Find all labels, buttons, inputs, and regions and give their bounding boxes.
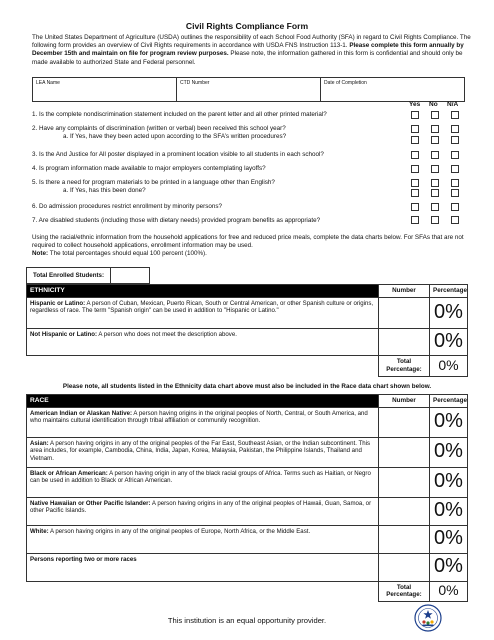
usda-seal-icon [414, 604, 442, 632]
q2a-no-checkbox[interactable] [431, 136, 439, 144]
row-term: White: [30, 527, 49, 535]
yes-header: Yes [409, 101, 421, 108]
q1-na-checkbox[interactable] [451, 111, 459, 119]
q5a-na-checkbox[interactable] [451, 189, 459, 197]
percentage-column-header: Percentage [430, 395, 468, 408]
no-header: No [429, 101, 438, 108]
race-table [26, 394, 468, 602]
form-title: Civil Rights Compliance Form [185, 21, 309, 31]
pacific-islander-percentage: 0% [430, 497, 468, 525]
american-indian-number-input[interactable] [379, 407, 430, 437]
race-total-percentage: 0% [430, 581, 468, 601]
q7-no-checkbox[interactable] [431, 216, 439, 224]
row-definition: A person having origin in any of the black racial groups of Africa. Terms such as Haitian, or Negro can be used in addition to Black or African American. [30, 469, 371, 485]
q5-yes-checkbox[interactable] [411, 179, 419, 187]
row-term: Asian: [30, 439, 49, 447]
table-row [27, 525, 468, 553]
row-definition: A person having origins in the original peoples of North, Central, or South America, and who maintains cultural identification through tribal affiliation or community recognition. [30, 409, 368, 425]
asian-definition [27, 437, 379, 467]
ctd-number-field[interactable]: CTD Number [177, 78, 321, 101]
q2-no-checkbox[interactable] [431, 125, 439, 133]
q2-na-checkbox[interactable] [451, 125, 459, 133]
hispanic-definition [27, 297, 379, 328]
asian-number-input[interactable] [379, 437, 430, 467]
black-number-input[interactable] [379, 467, 430, 497]
question-5a-text: a. If Yes, has this been done? [63, 187, 146, 194]
row-term: Persons reporting two or more races [30, 555, 137, 563]
row-term: Hispanic or Latino: [30, 299, 86, 307]
q3-no-checkbox[interactable] [431, 151, 439, 159]
ethnicity-total-percentage: 0% [430, 355, 468, 376]
intro-paragraph [32, 34, 472, 67]
q3-yes-checkbox[interactable] [411, 151, 419, 159]
question-7-text: 7. Are disabled students (including those with dietary needs) provided program benefits as appropriate? [32, 217, 321, 224]
table-row [27, 437, 468, 467]
american-indian-percentage: 0% [430, 407, 468, 437]
white-percentage: 0% [430, 525, 468, 553]
note-text: The total percentages should equal 100 percent (100%). [48, 250, 207, 258]
question-6-text: 6. Do admission procedures restrict enrollment by minority persons? [32, 203, 223, 210]
intro-text: The United States Department of Agriculture (USDA) outlines the responsibility of each School Food Authority (SFA) in regard to Civil Rights Compliance. The following form provides an overview of Civil Rights requirements in accordance with USDA FNS Instruction 113-1. [32, 34, 471, 50]
instructions-text: Using the racial/ethnic information from the household applications for free and reduced price meals, complete the data charts below. For SFAs that are not required to collect household applications, enrollment information may be used. [32, 234, 464, 250]
question-3 [32, 151, 402, 159]
question-2 [32, 125, 402, 141]
question-4-text: 4. Is program information made available to major employers contemplating layoffs? [32, 165, 266, 172]
row-term: American Indian or Alaskan Native: [30, 409, 133, 417]
question-1 [32, 111, 402, 119]
table-row [27, 497, 468, 525]
pacific-islander-definition [27, 497, 379, 525]
white-definition [27, 525, 379, 553]
table-row [27, 328, 468, 355]
question-1-text: 1. Is the complete nondiscrimination statement included on the parent letter and all other printed material? [32, 111, 327, 118]
table-row [27, 467, 468, 497]
table-row [27, 553, 468, 581]
row-term: Native Hawaiian or Other Pacific Islander: [30, 499, 151, 507]
question-5 [32, 179, 402, 195]
american-indian-definition [27, 407, 379, 437]
ethnicity-total-label: Total Percentage: [379, 355, 430, 376]
q5-na-checkbox[interactable] [451, 179, 459, 187]
total-enrolled-input[interactable] [111, 268, 149, 283]
blank-cell [27, 355, 379, 376]
equal-opportunity-footer: This institution is an equal opportunity provider. [167, 616, 327, 625]
two-or-more-percentage: 0% [430, 553, 468, 581]
number-column-header: Number [379, 285, 430, 298]
question-4 [32, 165, 402, 173]
total-enrolled-label: Total Enrolled Students: [27, 268, 111, 283]
q5a-yes-checkbox[interactable] [411, 189, 419, 197]
question-7 [32, 217, 402, 225]
question-2a-text: a. If Yes, have they been acted upon according to the SFA’s written procedures? [63, 133, 287, 140]
q6-yes-checkbox[interactable] [411, 203, 419, 211]
row-term: Black or African American: [30, 469, 108, 477]
row-definition: A person having origins in any of the original peoples of Europe, North Africa, or the Middle East. [48, 527, 311, 535]
q7-yes-checkbox[interactable] [411, 216, 419, 224]
q2a-na-checkbox[interactable] [451, 136, 459, 144]
hispanic-number-input[interactable] [379, 297, 430, 328]
q1-yes-checkbox[interactable] [411, 111, 419, 119]
lea-info-row [32, 77, 465, 102]
table-row [27, 297, 468, 328]
q6-no-checkbox[interactable] [431, 203, 439, 211]
q4-yes-checkbox[interactable] [411, 165, 419, 173]
q4-na-checkbox[interactable] [451, 165, 459, 173]
race-header: RACE [27, 395, 379, 408]
note-label: Note: [32, 250, 49, 258]
q7-na-checkbox[interactable] [451, 216, 459, 224]
question-2-text: 2. Have any complaints of discrimination (written or verbal) been received this school year? [32, 125, 286, 132]
total-enrolled-box [26, 267, 150, 284]
question-3-text: 3. Is the And Justice for All poster displayed in a prominent location visible to all students in each school? [32, 151, 324, 158]
row-definition: A person having origins in any of the original peoples of the Far East, Southeast Asian, or the Indian subcontinent. This area includes, for example, Cambodia, China, India, Japan, Korea, Malaysia, Pakistan, the Philippine Islands, Thailand and Vietnam. [30, 439, 370, 462]
not-hispanic-definition [27, 328, 379, 355]
na-header: N/A [447, 101, 459, 108]
race-total-label: Total Percentage: [379, 581, 430, 601]
row-definition: A person having origins in any of the original peoples of Hawaii, Guan, Samoa, or other Pacific Islands. [30, 499, 372, 515]
lea-name-field[interactable]: LEA Name [33, 78, 177, 101]
two-or-more-definition [27, 553, 379, 581]
row-term: Not Hispanic or Latino: [30, 330, 98, 338]
blank-cell [27, 581, 379, 601]
two-or-more-number-input[interactable] [379, 553, 430, 581]
race-note: Please note, all students listed in the Ethnicity data chart above must also be included in the Race data chart shown below. [62, 383, 432, 390]
number-column-header: Number [379, 395, 430, 408]
not-hispanic-percentage: 0% [430, 328, 468, 355]
q5-no-checkbox[interactable] [431, 179, 439, 187]
question-5-text: 5. Is there a need for program materials to be printed in a language other than English? [32, 179, 275, 186]
ethnicity-table [26, 284, 468, 377]
intro-bold-text: Please complete this form annually by December 15th and maintain on file for program review purposes. [32, 42, 464, 58]
not-hispanic-number-input[interactable] [379, 328, 430, 355]
q4-no-checkbox[interactable] [431, 165, 439, 173]
percentage-column-header: Percentage [430, 285, 468, 298]
q6-na-checkbox[interactable] [451, 203, 459, 211]
question-6 [32, 203, 402, 211]
asian-percentage: 0% [430, 437, 468, 467]
q2a-yes-checkbox[interactable] [411, 136, 419, 144]
hispanic-percentage: 0% [430, 297, 468, 328]
q1-no-checkbox[interactable] [431, 111, 439, 119]
intro-text-end: Please note, the information gathered in this form is confidential and should only be made available to authorized State and Federal personnel. [32, 50, 463, 66]
q5a-no-checkbox[interactable] [431, 189, 439, 197]
ethnicity-header: ETHNICITY [27, 285, 379, 298]
row-definition: A person of Cuban, Mexican, Puerto Rican, South or Central American, or other Spanish culture or origins, regardless of race. The term "Spanish origin" can be used in addition to "Hispanic or Latino." [30, 299, 374, 315]
row-definition: A person who does not meet the description above. [97, 330, 237, 338]
black-percentage: 0% [430, 467, 468, 497]
date-of-completion-field[interactable]: Date of Completion [324, 80, 367, 86]
black-definition [27, 467, 379, 497]
q2-yes-checkbox[interactable] [411, 125, 419, 133]
white-number-input[interactable] [379, 525, 430, 553]
instructions-paragraph [32, 234, 472, 259]
pacific-islander-number-input[interactable] [379, 497, 430, 525]
table-row [27, 407, 468, 437]
q3-na-checkbox[interactable] [451, 151, 459, 159]
